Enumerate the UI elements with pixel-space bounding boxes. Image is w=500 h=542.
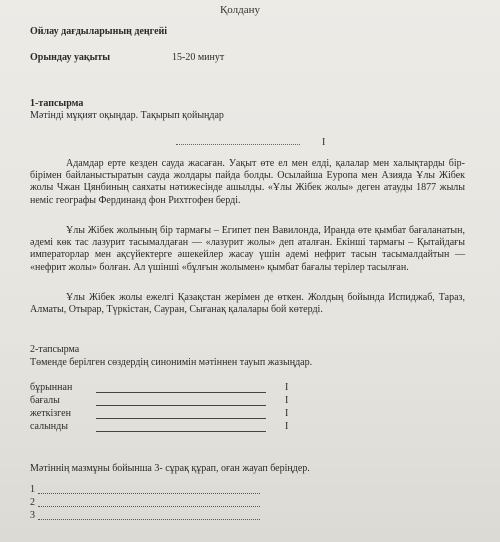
- level-label: Ойлау дағдыларының деңгейі: [30, 26, 168, 37]
- task3-instruction: Мәтіннің мазмұны бойынша 3- сұрақ құрап, оған жауап беріңдер.: [30, 463, 310, 474]
- question-row: 2: [30, 497, 35, 508]
- task1-title: 1-тапсырма: [30, 98, 84, 109]
- question-answer-line[interactable]: [38, 506, 260, 507]
- title-answer-line[interactable]: [176, 144, 300, 145]
- paragraph-1: Адамдар ерте кезден сауда жасаған. Уақыт өте ел мен елді, қалалар мен халықтарды бір-бірімен байланыстыратын сауда жолдары пайда болды. Осылайша Еуропа мен Азияда Ұлы Жібек жолы Чжан Цянбиның саяхаты нәтижесінде ашылды. «Ұлы Жібек жолы» деген атауды 1877 жылы неміс географы Фердинанд фон Рихтгофен берді.: [30, 158, 465, 206]
- task1-mark: I: [322, 137, 326, 148]
- task2-title: 2-тапсырма: [30, 344, 80, 355]
- question-answer-line[interactable]: [38, 519, 260, 520]
- task1-instruction: Мәтінді мұқият оқыңдар. Тақырып қойыңдар: [30, 110, 224, 121]
- question-answer-line[interactable]: [38, 493, 260, 494]
- paragraph-3: Ұлы Жібек жолы ежелгі Қазақстан жерімен де өткен. Жолдың бойында Испиджаб, Тараз, Алматы, Отырар, Түркістан, Сауран, Сығанақ қалалары бой көтерді.: [30, 292, 465, 316]
- synonym-answer-line[interactable]: [96, 431, 266, 432]
- synonym-answer-line[interactable]: [96, 418, 266, 419]
- header-word: Қолдану: [219, 4, 261, 16]
- question-row: 1: [30, 484, 35, 495]
- question-row: 3: [30, 510, 35, 521]
- synonym-answer-line[interactable]: [96, 392, 266, 393]
- time-value: 15-20 минут: [172, 52, 225, 63]
- paragraph-2: Ұлы Жібек жолының бір тармағы – Египет пен Вавилонда, Иранда өте қымбат бағаланатын, әдемі көк тас лазурит тасымалдаған — «лазурит жолы» деп аталған. Екінші тармағы – Қытайдағы императорлар мен ақсүйектерге әшекейлер жасау үшін әдемі нефрит тасын тасымалдайтын — «нефрит жолы» болған. Ал үшінші «бұлғын жолымен» қымбат бағалы терілер тасылған.: [30, 225, 465, 273]
- worksheet-page: Қолдану Ойлау дағдыларының деңгейі Орындау уақыты 15-20 минут 1-тапсырма Мәтінді мұқият оқыңдар. Тақырып қойыңдар I Адамдар ерте кезден сауда жасаған. Уақыт өте ел мен елді, қалалар мен халықтарды бір-бірімен байланыстыратын сауда жолдары пайда болды. Осылайша Еуропа мен Азияда Ұлы Жібек жолы Чжан Цянбиның саяхаты нәтижесінде ашылды. «Ұлы Жібек жолы» деген атауды 1877 жылы неміс географы Фердинанд фон Рихтгофен берді. Ұлы Жібек жолының бір тармағы – Египет пен Вавилонда, Иранда өте қымбат бағаланатын, әдемі көк тас лазурит тасымалдаған — «лазурит жолы» деп аталған. Екінші тармағы – Қытайдағы императорлар мен ақсүйектерге әшекейлер жасау үшін әдемі нефрит тасын тасымалдайтын — «нефрит жолы» болған. Ал үшінші «бұлғын жолымен» қымбат бағалы терілер тасылған. Ұлы Жібек жолы ежелгі Қазақстан жерімен де өткен. Жолдың бойында Испиджаб, Тараз, Алматы, Отырар, Түркістан, Сауран, Сығанақ қалалары бой көтерді. 2-тапсырма Төменде берілген сөздердің синонимін мәтіннен тауып жазыңдар. бұрыннан I бағалы I жеткізген I салынды I Мәтіннің мазмұны бойынша 3- сұрақ құрап, оған жауап беріңдер. 1 2 3: [0, 0, 500, 542]
- time-label: Орындау уақыты: [30, 52, 111, 63]
- synonym-answer-line[interactable]: [96, 405, 266, 406]
- meta-table: [30, 26, 224, 64]
- task2-instruction: Төменде берілген сөздердің синонимін мәтіннен тауып жазыңдар.: [30, 357, 313, 368]
